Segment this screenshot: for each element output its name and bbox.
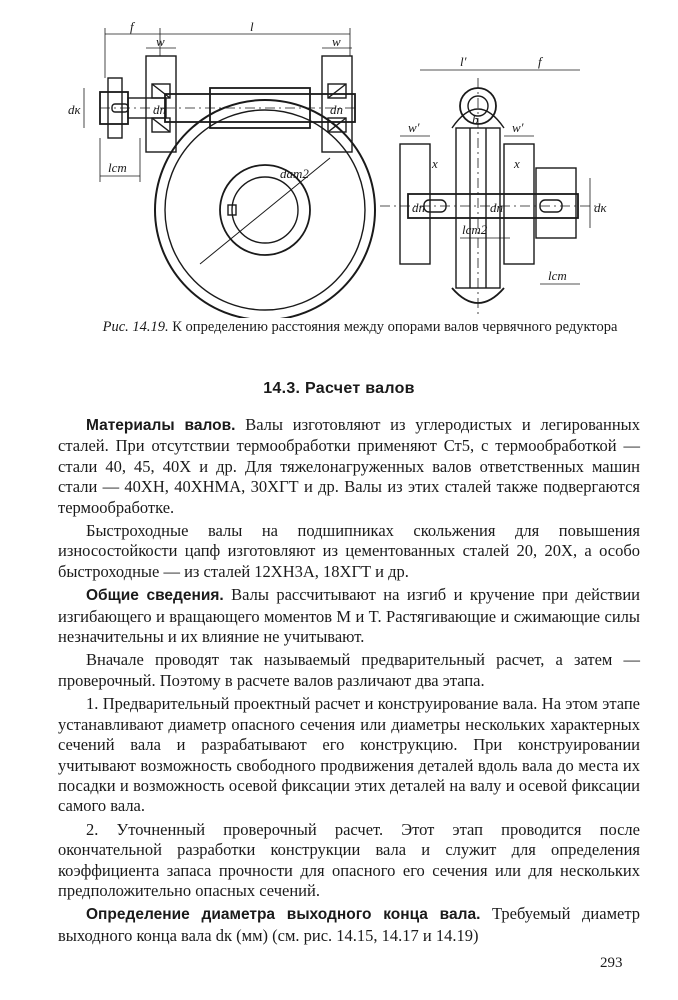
- label-d-am2: dam2: [280, 166, 309, 181]
- label-l-prime: l′: [460, 54, 467, 69]
- label-x-left: x: [432, 156, 438, 171]
- page-number: 293: [600, 955, 623, 971]
- body-text: [58, 415, 640, 946]
- paragraph-stage-1: [58, 694, 640, 816]
- paragraph-text: Вначале проводят так называемый предварительный расчет, а затем — проверочный. Поэтому в расчете валов различают два этапа.: [58, 650, 640, 690]
- paragraph-stages-intro: [58, 650, 640, 691]
- paragraph-output-diameter: [58, 904, 640, 946]
- paragraph-text: Валы рассчитывают на изгиб и кручение при действии изгибающего и вращающего моментов M и T. Растягивающие и сжимающие силы незначительны и их влияние не учитывают.: [58, 585, 640, 647]
- label-w-prime-right: w′: [512, 120, 524, 135]
- label-d-p-right: dп: [330, 102, 343, 117]
- label-f-right: f: [538, 54, 542, 69]
- section-title: 14.3. Расчет валов: [263, 380, 415, 397]
- figure-caption: [70, 318, 650, 337]
- label-l-st-center: lст2: [462, 222, 488, 237]
- paragraph-text: 2. Уточненный проверочный расчет. Этот этап проводится после окончательной разработки конструкции вала и служит для определения коэффициента запаса прочности для опасного его сечения или для нескольких предположительно опасных сечений.: [58, 819, 640, 900]
- figure-caption-text: К определению расстояния между опорами валов червячного редуктора: [172, 319, 618, 335]
- label-l: l: [250, 19, 254, 34]
- label-w-prime-left: w′: [408, 120, 420, 135]
- label-f-left: f: [130, 19, 134, 34]
- paragraph-lead: Общие сведения.: [86, 587, 224, 605]
- label-d-k-left: dк: [68, 102, 81, 117]
- label-l-st-left: lст: [108, 160, 127, 175]
- label-x-right: x: [514, 156, 520, 171]
- paragraph-text: 1. Предварительный проектный расчет и конструирование вала. На этом этапе устанавливают диаметр опасного сечения или диаметры нескольких характерных сечений вала и разрабатывают его конструкцию. При конструировании учитывают возможность свободного продвижения деталей вдоль вала до места их посадки и возможность осевой фиксации этих деталей на валу и осевой фиксации самого вала.: [58, 694, 640, 816]
- label-d-p-right-view: dп: [490, 200, 503, 215]
- label-l-st-right: lст: [548, 268, 567, 283]
- paragraph-high-speed: [58, 521, 640, 582]
- label-d-p-left: dп: [153, 102, 166, 117]
- label-w-right: w: [332, 34, 341, 49]
- label-w-left: w: [156, 34, 165, 49]
- paragraph-lead: Определение диаметра выходного конца вала.: [86, 906, 481, 924]
- label-d-k-left-view: dп: [412, 200, 425, 215]
- label-b: b: [472, 112, 479, 127]
- figure-drawing: [60, 18, 630, 318]
- paragraph-text: Быстроходные валы на подшипниках скольжения для повышения износостойкости цапф изготовляют из цементованных сталей 20, 20Х, а особо быстроходные — из сталей 12ХН3А, 18ХГТ и др.: [58, 521, 640, 581]
- paragraph-materials: [58, 415, 640, 518]
- paragraph-general: [58, 585, 640, 647]
- worm-shaft: [84, 28, 355, 182]
- figure-number: Рис. 14.19.: [102, 319, 169, 335]
- label-d-k-right-view: dк: [594, 200, 607, 215]
- paragraph-stage-2: [58, 820, 640, 902]
- paragraph-lead: Материалы валов.: [86, 417, 236, 434]
- paragraph-text: Требуемый диаметр выходного конца вала dк (мм) (см. рис. 14.15, 14.17 и 14.19): [58, 904, 641, 945]
- paragraph-text: Валы изготовляют из углеродистых и легированных сталей. При отсутствии термообработки применяют Ст5, с термообработкой — стали 40, 45, 40Х и др. Для тяжелонагруженных валов ответственных машин стали — 40ХН, 40ХНМА, 30ХГТ и др. Валы из этих сталей также подвергаются термообработке.: [58, 415, 640, 517]
- wheel-section: [380, 70, 600, 318]
